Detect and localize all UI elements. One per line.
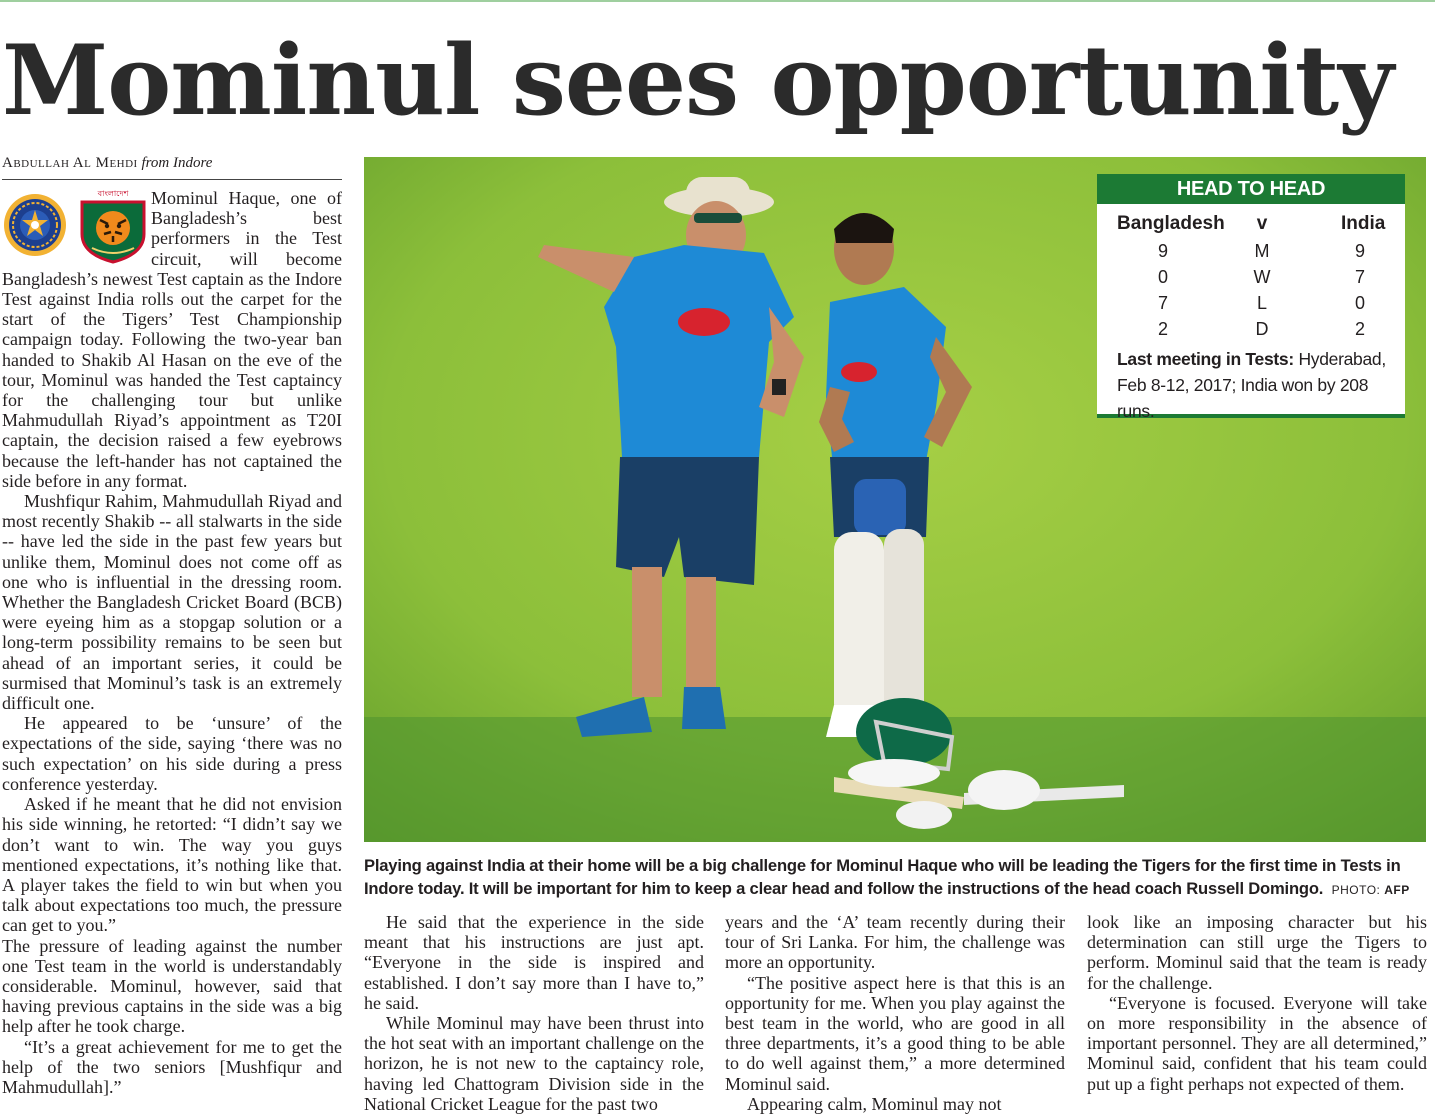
byline <box>2 153 342 180</box>
stat-left: 9 <box>1157 241 1168 261</box>
team-logos <box>2 188 148 264</box>
paragraph: He appeared to be ‘unsure’ of the expectations of the side, saying ‘there was no such expectation’ on his side during a press conference yesterday. <box>2 713 342 794</box>
stat-left: 7 <box>1157 293 1168 313</box>
article-column-4 <box>1087 912 1427 1094</box>
stat-right: 2 <box>1354 319 1365 339</box>
paragraph: Appearing calm, Mominul may not <box>747 1093 1002 1114</box>
paragraph: Mominul Haque, one of Bangladesh’s best performers in the Test circuit, will become Bangladesh’s newest Test captain as the Indore Test against India rolls out the carpet for the start of the Tigers’ Test Championship campaign today. Following the two-year ban handed to Shakib Al Hasan on the eve of the tour, Mominul was handed the Test captaincy for the challenging tour but unlike Mahmudullah Riyad’s appointment as T20I captain, the decision raised a few eyebrows because the left-hander has not captained the side before in any format. <box>2 188 342 491</box>
paragraph: Asked if he meant that he did not envision his side winning, he retorted: “I didn’t say we don’t want to win. The way you guys mentioned expectations, it’s nothing like that. A player takes the field to win but when you talk about expectations too much, the pressure can get to you.” <box>2 794 342 936</box>
paragraph: He said that the experience in the side meant that his instructions are just apt. “Everyone in the side is inspired and established. I don’t say more than I have to,” he said. <box>364 912 704 1013</box>
headline: Mominul sees opportunity <box>2 24 1393 137</box>
versus-label: v <box>1256 213 1268 234</box>
stat-right: 7 <box>1354 267 1365 287</box>
head-to-head-title: HEAD TO HEAD <box>1097 174 1405 204</box>
article-column-3 <box>725 912 1065 1114</box>
paragraph: Mushfiqur Rahim, Mahmudullah Riyad and most recently Shakib -- all stalwarts in the side -- have led the side in the past few years but unlike them, Mominul does not come off as one who is influential in the dressing room. Whether the Bangladesh Cricket Board (BCB) were eyeing him as a stopgap solution or a long-term possibility remains to be seen but ahead of an important series, it could be surmised that Mominul’s task is an extremely difficult one. <box>2 491 342 714</box>
last-meeting-text: Hyderabad, Feb 8-12, 2017; India won by 208 runs. <box>1117 349 1386 421</box>
head-to-head-header <box>1097 210 1405 238</box>
paragraph: While Mominul may have been thrust into the hot seat with an important challenge on the horizon, he is not new to the captaincy role, having led Chattogram Division side in the National Cricket League for the past two <box>364 1013 704 1114</box>
article-column-2 <box>364 912 704 1114</box>
head-to-head-box <box>1097 174 1405 421</box>
last-meeting-label: Last meeting in Tests: <box>1117 349 1294 369</box>
paragraph: years and the ‘A’ team recently during their tour of Sri Lanka. For him, the challenge was more an opportunity. <box>725 912 1065 973</box>
stat-label: D <box>1255 319 1269 339</box>
paragraph: “The positive aspect here is that this is an opportunity for me. When you play against the best team in the world, who are good in all three departments, it’s a good thing to be able to do well against them,” a more determined Mominul said. <box>725 972 1065 1094</box>
byline-location: from Indore <box>141 155 213 171</box>
last-meeting-note <box>1097 342 1405 424</box>
photo-caption <box>364 854 1428 902</box>
paragraph: look like an imposing character but his determination can still urge the Tigers to perform. Mominul said that the team is ready for the challenge. <box>1087 912 1427 993</box>
credit-label: PHOTO: <box>1331 883 1381 897</box>
paragraph: “Everyone is focused. Everyone will take on more responsibility in the absence of important personnel. They are all determined,” Mominul said, confident that his team could put up a fight perhaps not expected of them. <box>1087 992 1427 1094</box>
caption-text: Playing against India at their home will be a big challenge for Mominul Haque who will be leading the Tigers for the first time in Tests in Indore today. It will be important for him to keep a clear head and follow the instructions of the head coach Russell Domingo. <box>364 856 1401 898</box>
stat-row <box>1097 316 1405 342</box>
stat-label: W <box>1253 267 1271 287</box>
article-column-1 <box>2 188 342 1097</box>
byline-author: Abdullah Al Mehdi <box>2 155 138 171</box>
bcb-logo <box>78 188 148 268</box>
stat-right: 0 <box>1354 293 1365 313</box>
stat-left: 2 <box>1157 319 1168 339</box>
stat-row <box>1097 290 1405 316</box>
photo-credit <box>1332 883 1410 897</box>
paragraph: “It’s a great achievement for me to get the help of the two seniors [Mushfiqur and Mahmudullah].” <box>2 1036 342 1097</box>
stat-left: 0 <box>1157 267 1168 287</box>
stat-right: 9 <box>1354 241 1365 261</box>
stat-row <box>1097 264 1405 290</box>
top-rule <box>0 0 1435 2</box>
bcb-logo-text: বাংলাদেশ <box>97 189 129 198</box>
paragraph: The pressure of leading against the number one Test team in the world is understandably considerable. Mominul, however, said that having previous captains in the side was a big help after he took charge. <box>2 935 342 1037</box>
stat-row <box>1097 238 1405 264</box>
team-right-label: India <box>1341 213 1386 234</box>
bcci-logo-icon <box>2 192 68 258</box>
stat-label: M <box>1254 241 1270 261</box>
stat-label: L <box>1256 293 1267 313</box>
credit-source: AFP <box>1384 883 1410 897</box>
team-left-label: Bangladesh <box>1117 213 1225 234</box>
